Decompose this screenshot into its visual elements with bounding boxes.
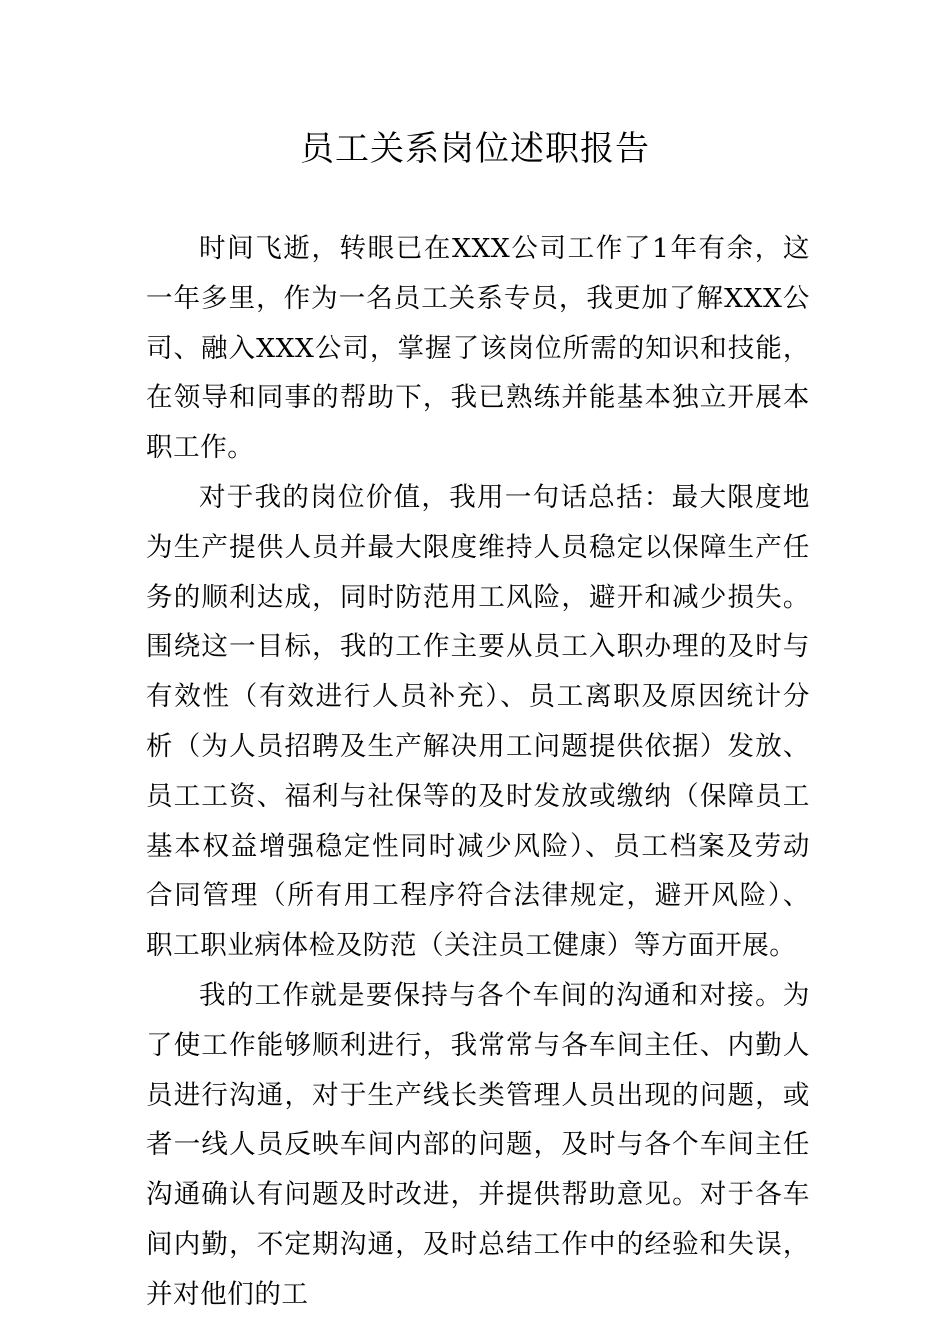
paragraph-1: 时间飞逝，转眼已在XXX公司工作了1年有余，这一年多里，作为一名员工关系专员，我更加了解XXX公司、融入XXX公司，掌握了该岗位所需的知识和技能，在领导和同事的帮助下，我已熟练并能基本独立开展本职工作。 [146, 233, 810, 464]
paragraph-3: 我的工作就是要保持与各个车间的沟通和对接。为了使工作能够顺利进行，我常常与各车间主任、内勤人员进行沟通，对于生产线长类管理人员出现的问题，或者一线人员反映车间内部的问题，及时与各个车间主任沟通确认有问题及时改进，并提供帮助意见。对于各车间内勤，不定期沟通，及时总结工作中的经验和失误，并对他们的工 [146, 979, 810, 1310]
paragraph-2: 对于我的岗位价值，我用一句话总括：最大限度地为生产提供人员并最大限度维持人员稳定以保障生产任务的顺利达成，同时防范用工风险，避开和减少损失。围绕这一目标，我的工作主要从员工入职办理的及时与有效性（有效进行人员补充）、员工离职及原因统计分析（为人员招聘及生产解决用工问题提供依据）发放、员工工资、福利与社保等的及时发放或缴纳（保障员工基本权益增强稳定性同时减少风险）、员工档案及劳动合同管理（所有用工程序符合法律规定，避开风险）、职工职业病体检及防范（关注员工健康）等方面开展。 [146, 481, 810, 962]
document-title: 员工关系岗位述职报告 [300, 129, 650, 169]
document-body [146, 224, 810, 1320]
